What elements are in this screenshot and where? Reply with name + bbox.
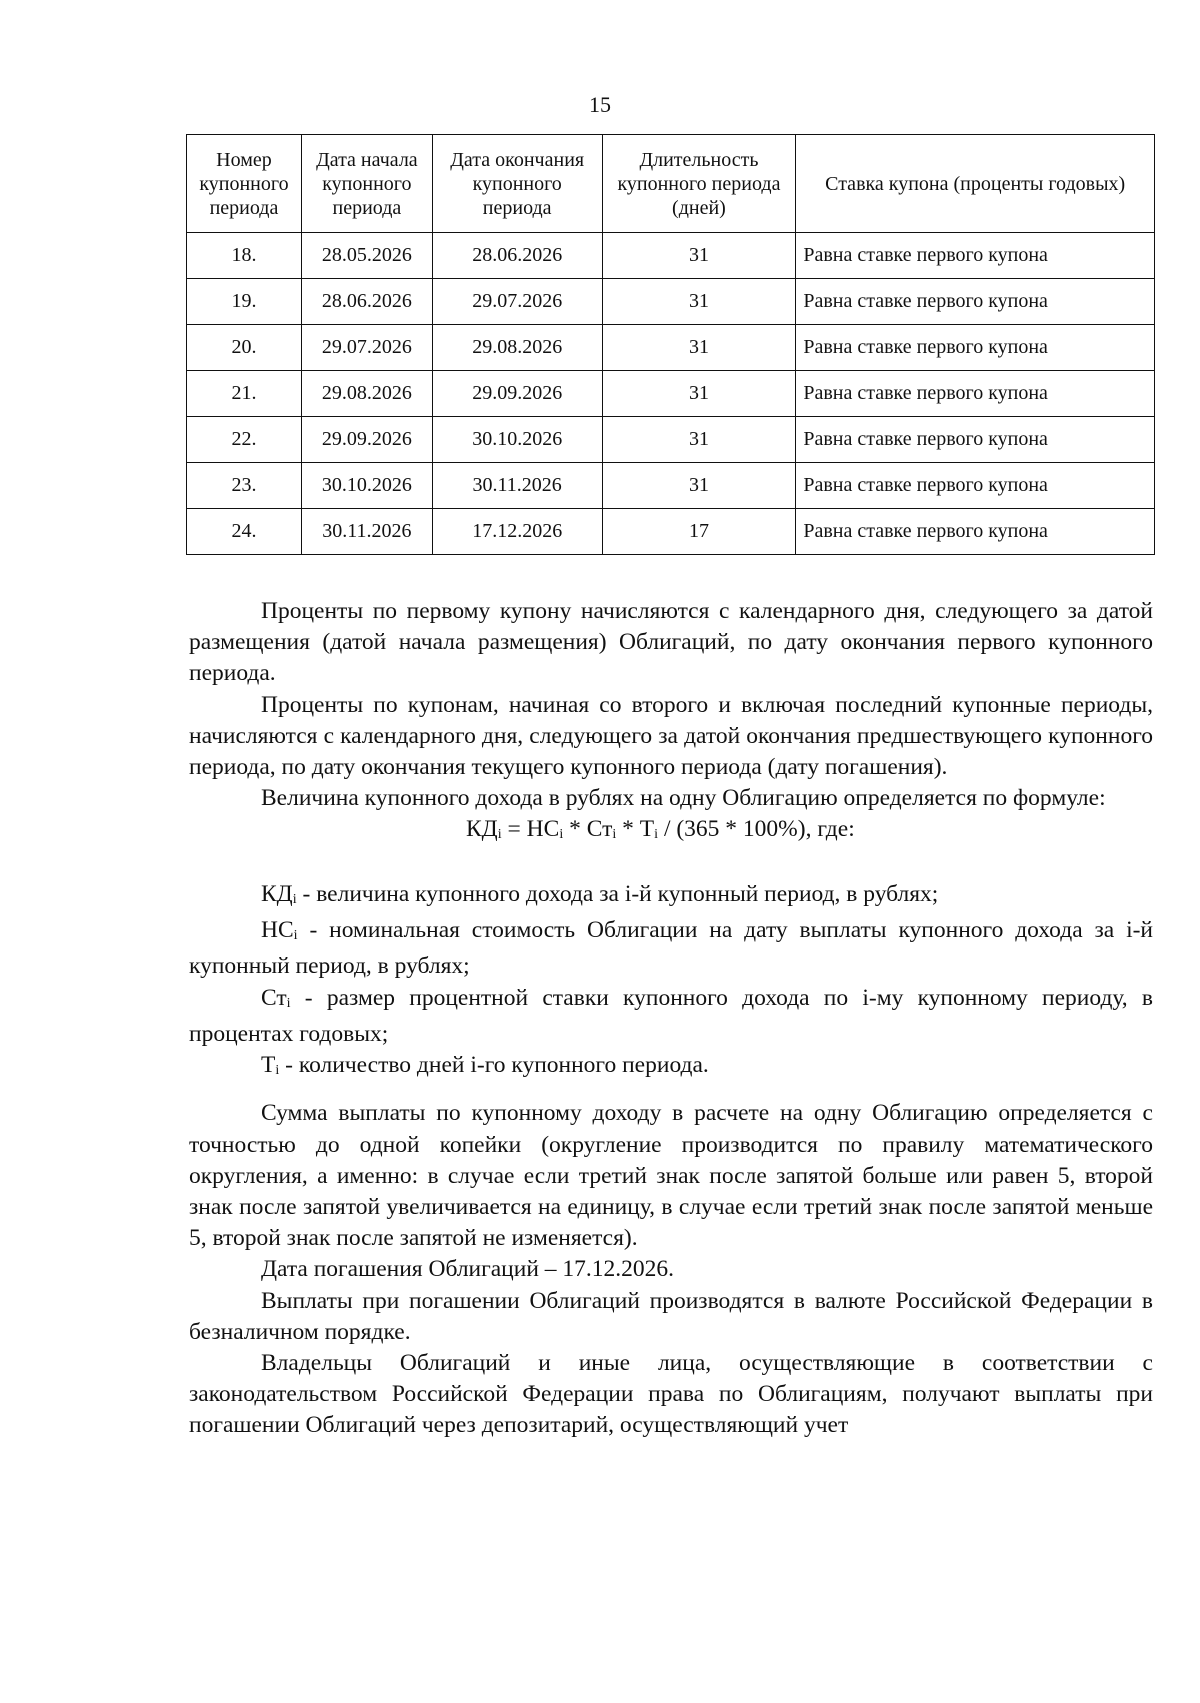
- paragraph-first-coupon: Проценты по первому купону начисляются с календарного дня, следующего за датой размещения (датой начала размещения) Облигаций, по дату окончания первого купонного периода.: [189, 598, 1153, 687]
- cell-duration: 31: [602, 417, 796, 463]
- table-row: [187, 279, 1155, 325]
- table-header-row: [187, 135, 1155, 233]
- def-text-kd: - величина купонного дохода за i-й купонный период, в рублях;: [296, 880, 939, 907]
- cell-duration: 31: [602, 233, 796, 279]
- table-row: [187, 233, 1155, 279]
- table-row: [187, 463, 1155, 509]
- header-duration: Длительность купонного периода (дней): [602, 135, 796, 233]
- table-row: [187, 509, 1155, 555]
- paragraph-payment-currency: Выплаты при погашении Облигаций производятся в валюте Российской Федерации в безналичном порядке.: [189, 1287, 1153, 1345]
- paragraph-formula-intro: Величина купонного дохода в рублях на одну Облигацию определяется по формуле:: [261, 785, 1106, 812]
- cell-duration: 31: [602, 371, 796, 417]
- cell-end: 29.09.2026: [432, 371, 602, 417]
- cell-end: 30.10.2026: [432, 417, 602, 463]
- def-symbol-t: Т: [261, 1052, 276, 1079]
- cell-period: 23.: [187, 463, 302, 509]
- cell-end: 30.11.2026: [432, 463, 602, 509]
- table-row: [187, 417, 1155, 463]
- def-text-t: - количество дней i-го купонного периода.: [279, 1052, 709, 1079]
- cell-end: 29.07.2026: [432, 279, 602, 325]
- page-number: 15: [589, 92, 611, 117]
- coupon-formula: [189, 814, 1153, 850]
- cell-duration: 31: [602, 325, 796, 371]
- cell-start: 30.10.2026: [301, 463, 432, 509]
- definition-t: [189, 1050, 1153, 1086]
- cell-end: 17.12.2026: [432, 509, 602, 555]
- definition-kd: [189, 879, 1153, 915]
- paragraph-rounding: Сумма выплаты по купонному доходу в расчете на одну Облигацию определяется с точностью до одной копейки (округление производится по правилу математического округления, а именно: в случае если третий знак после запятой больше или равен 5, второй знак после запятой увеличивается на единицу, в случае если третий знак после запятой меньше 5, второй знак после запятой не изменяется).: [189, 1100, 1153, 1252]
- definition-ct: [189, 983, 1153, 1051]
- formula-sub: i: [612, 826, 617, 843]
- header-start-date: Дата начала купонного периода: [301, 135, 432, 233]
- cell-period: 21.: [187, 371, 302, 417]
- cell-period: 22.: [187, 417, 302, 463]
- formula-eq: =: [501, 816, 527, 843]
- cell-rate: Равна ставке первого купона: [796, 325, 1155, 371]
- def-text-hc: - номинальная стоимость Облигации на дату выплаты купонного дохода за i-й купонный период, в рублях;: [189, 917, 1153, 980]
- table-row: [187, 371, 1155, 417]
- formula-sub: i: [654, 826, 659, 843]
- def-sub: i: [275, 1062, 280, 1079]
- cell-period: 20.: [187, 325, 302, 371]
- cell-start: 28.05.2026: [301, 233, 432, 279]
- cell-end: 28.06.2026: [432, 233, 602, 279]
- cell-rate: Равна ставке первого купона: [796, 509, 1155, 555]
- formula-mul: *: [616, 816, 640, 843]
- cell-period: 24.: [187, 509, 302, 555]
- header-coupon-rate: Ставка купона (проценты годовых): [796, 135, 1155, 233]
- cell-rate: Равна ставке первого купона: [796, 463, 1155, 509]
- formula-kd: КД: [466, 816, 498, 843]
- formula-mul: *: [563, 816, 587, 843]
- def-symbol-kd: КД: [261, 880, 293, 907]
- formula-sub: i: [559, 826, 564, 843]
- cell-duration: 17: [602, 509, 796, 555]
- header-period-number: Номер купонного периода: [187, 135, 302, 233]
- body-text: [189, 596, 1153, 1442]
- cell-rate: Равна ставке первого купона: [796, 417, 1155, 463]
- cell-rate: Равна ставке первого купона: [796, 233, 1155, 279]
- paragraph-holders: Владельцы Облигаций и иные лица, осуществляющие в соответствии с законодательством Российской Федерации права по Облигациям, получают выплаты при погашении Облигаций через депозитарий, осуществляющий учет: [189, 1350, 1153, 1439]
- def-sub: i: [293, 927, 298, 944]
- definition-hc: [189, 915, 1153, 983]
- table-row: [187, 325, 1155, 371]
- cell-rate: Равна ставке первого купона: [796, 371, 1155, 417]
- cell-start: 29.07.2026: [301, 325, 432, 371]
- formula-sub: i: [497, 826, 502, 843]
- cell-duration: 31: [602, 463, 796, 509]
- cell-end: 29.08.2026: [432, 325, 602, 371]
- paragraph-subsequent-coupons: Проценты по купонам, начиная со второго и включая последний купонные периоды, начисляются с календарного дня, следующего за датой окончания предшествующего купонного периода, по дату окончания текущего купонного периода (дату погашения).: [189, 691, 1153, 781]
- def-sub: i: [286, 994, 291, 1011]
- header-end-date: Дата окончания купонного периода: [432, 135, 602, 233]
- paragraph-maturity-date: Дата погашения Облигаций – 17.12.2026.: [261, 1256, 675, 1283]
- cell-period: 19.: [187, 279, 302, 325]
- cell-period: 18.: [187, 233, 302, 279]
- def-text-ct: - размер процентной ставки купонного дохода по i-му купонному периоду, в процентах годовых;: [189, 984, 1153, 1047]
- cell-start: 28.06.2026: [301, 279, 432, 325]
- coupon-schedule-table: [186, 134, 1155, 555]
- def-sub: i: [292, 890, 297, 907]
- formula-tail: / (365 * 100%), где:: [658, 816, 855, 843]
- formula-ct: Ст: [586, 816, 613, 843]
- cell-start: 29.08.2026: [301, 371, 432, 417]
- cell-rate: Равна ставке первого купона: [796, 279, 1155, 325]
- formula-t: Т: [639, 816, 655, 843]
- def-symbol-ct: Ст: [261, 984, 287, 1011]
- formula-hc: НС: [526, 816, 560, 843]
- def-symbol-hc: НС: [261, 917, 294, 944]
- cell-start: 30.11.2026: [301, 509, 432, 555]
- cell-duration: 31: [602, 279, 796, 325]
- cell-start: 29.09.2026: [301, 417, 432, 463]
